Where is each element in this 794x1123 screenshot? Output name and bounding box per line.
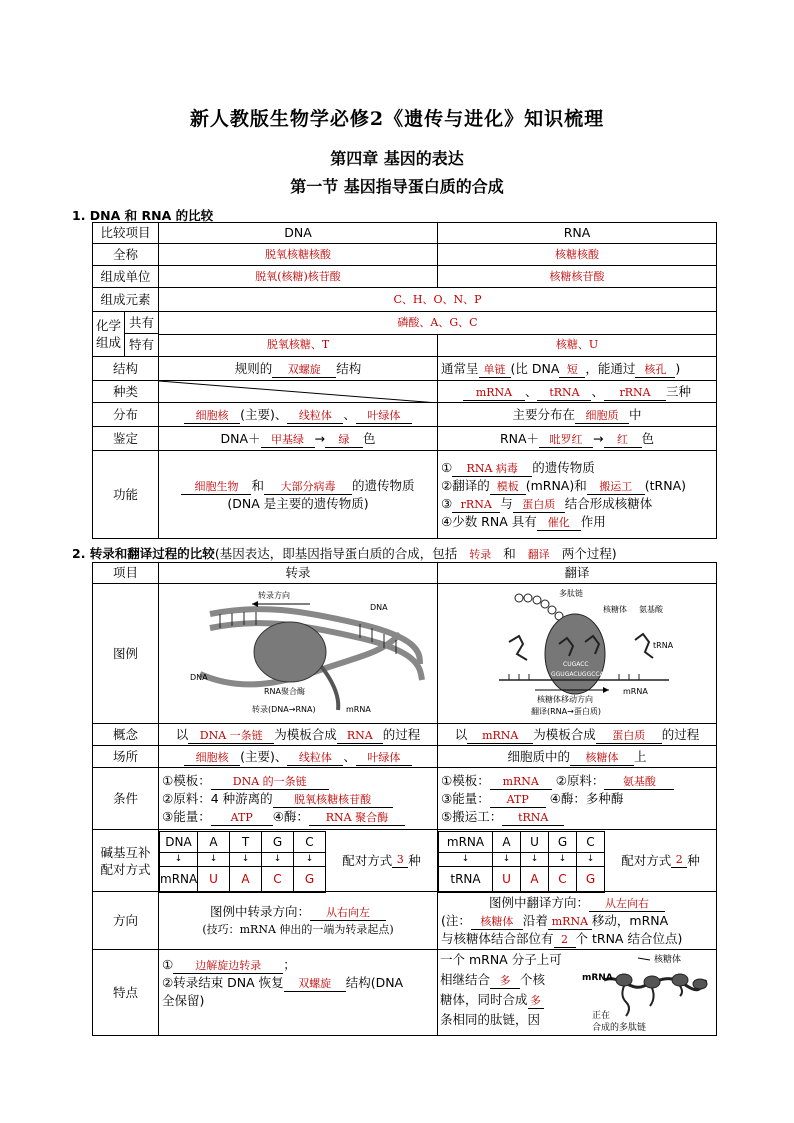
tl-pair-arrow-0: ↓ [439, 852, 493, 866]
common-components: 磷酸、A、G、C [159, 312, 717, 335]
dna-rna-comparison-table [92, 222, 717, 539]
section-title: 第一节 基因指导蛋白质的合成 [290, 177, 504, 196]
header-item: 比较项目 [93, 223, 159, 244]
codon-label: GGUGACUGGCCA [550, 671, 604, 678]
tl-pair-top-1: A [493, 831, 521, 852]
rna-distribution: 主要分布在 细胞质 中 [438, 403, 717, 427]
rna-unit: 核糖核苷酸 [438, 266, 717, 288]
anticodon-label: CUGACC [562, 661, 589, 668]
translation-concept: 以 mRNA 为模板合成 蛋白质 的过程 [438, 724, 717, 746]
dna-structure: 规则的 双螺旋 结构 [159, 357, 438, 381]
translation-pairing [438, 830, 717, 892]
row-label-identification: 鉴定 [93, 427, 159, 451]
transcription-pairing-count: 配对方式 3 种 [342, 852, 421, 868]
header-transcription: 转录 [159, 563, 438, 584]
row-label-types: 种类 [93, 381, 159, 403]
rna-polymerase-label: RNA聚合酶 [263, 687, 305, 696]
common-label: 共有 [125, 312, 158, 334]
transcription-translation-table [92, 562, 717, 1036]
row-label-conditions: 条件 [93, 768, 159, 830]
row-label-site: 场所 [93, 746, 159, 768]
tr-pair-arrow-3: ↓ [262, 852, 294, 866]
dna-full-name: 脱氧核糖核酸 [159, 244, 438, 266]
rna-function: ① RNA 病毒 的遗传物质 ②翻译的 模板 (mRNA)和 搬运工 (tRNA) ③ rRNA 与 蛋白质 结合形成核糖体 ④少数 RNA 具有 催化 作用 [438, 451, 717, 539]
tl-pair-top-4: C [577, 831, 605, 852]
ribosome-move-label: 核糖体移动方向 [536, 695, 593, 704]
row-label-direction: 方向 [93, 892, 159, 950]
tl-pair-bottom-2: A [521, 866, 549, 892]
tr-pair-bottom-4: G [294, 866, 326, 892]
tl-pair-top-3: G [549, 831, 577, 852]
tr-pair-top-4: C [294, 831, 326, 852]
types-dna-empty-diagonal [159, 381, 438, 403]
header-translation: 翻译 [438, 563, 717, 584]
translation-conditions: ①模板： mRNA ②原料： 氨基酸 ③能量： ATP ④酶：多种酶 ⑤搬运工： tRNA [438, 768, 717, 830]
translation-pairing-grid [438, 831, 605, 893]
dna-function: 细胞生物 和 大部分病毒 的遗传物质 (DNA 是主要的遗传物质) [159, 451, 438, 539]
row-label-elements: 组成元素 [93, 288, 159, 312]
dna-structure-blank: 双螺旋 [272, 363, 336, 378]
polysome-figure [580, 950, 714, 1034]
dna-label-top: DNA [369, 603, 388, 612]
transcription-concept: 以 DNA 一条链 为模板合成 RNA 的过程 [159, 724, 438, 746]
tl-pair-arrow-3: ↓ [549, 852, 577, 866]
tr-pair-bottom-1: U [198, 866, 230, 892]
translation-site: 细胞质中的 核糖体 上 [438, 746, 717, 768]
unique-label: 特有 [128, 337, 154, 352]
rna-polymerase-shape [254, 622, 326, 682]
polysome-peptides [622, 986, 682, 1016]
header-dna: DNA [159, 223, 438, 244]
tr-pair-top-1: A [198, 831, 230, 852]
tr-pair-arrow-0: ↓ [160, 852, 198, 866]
part1-heading: 1. DNA 和 RNA 的比较 [72, 208, 214, 223]
tl-pair-arrow-4: ↓ [577, 852, 605, 866]
polysome-mrna-label: mRNA [582, 973, 613, 983]
tr-pair-bottom-2: A [230, 866, 262, 892]
polysome-ribosome-label: 核糖体 [654, 955, 682, 965]
transcription-pairing-grid [159, 831, 326, 893]
transcription-direction: 图例中转录方向： 从右向左 (技巧：mRNA 伸出的一端为转录起点) [159, 892, 438, 950]
composition-label: 化学组成 [93, 312, 125, 356]
tl-pair-bottom-4: G [577, 866, 605, 892]
document-title: 新人教版生物学必修2《遗传与进化》知识梳理 [189, 108, 605, 130]
row-label-concept: 概念 [93, 724, 159, 746]
chapter-title: 第四章 基因的表达 [330, 149, 464, 168]
tr-pair-top-3: G [262, 831, 294, 852]
tr-pair-arrow-2: ↓ [230, 852, 262, 866]
header-item2: 项目 [93, 563, 159, 584]
transcription-site: 细胞核 (主要)、 线粒体 、 叶绿体 [159, 746, 438, 768]
diagonal-line [159, 381, 438, 403]
translation-figure-cell [438, 584, 717, 724]
translation-direction: 图例中翻译方向： 从左向右 (注： 核糖体 沿着 mRNA 移动，mRNA 与核糖体结合部位有 2 个 tRNA 结合位点) [438, 892, 717, 950]
tl-pair-top-0: mRNA [439, 831, 493, 852]
row-label-structure: 结构 [93, 357, 159, 381]
tl-pair-top-2: U [521, 831, 549, 852]
transcription-direction-label: 转录方向 [257, 591, 290, 600]
trna-label: tRNA [652, 641, 673, 650]
row-label-unit: 组成单位 [93, 266, 159, 288]
row-label-distribution: 分布 [93, 403, 159, 427]
polypeptide-label: 多肽链 [558, 589, 583, 598]
row-label-composition [93, 312, 159, 357]
tr-pair-top-0: DNA [160, 831, 198, 852]
nascent-label-2: 合成的多肽链 [592, 1023, 647, 1033]
dna-identification: DNA＋ 甲基绿 → 绿 色 [159, 427, 438, 451]
tl-pair-bottom-0: tRNA [439, 866, 493, 892]
transcription-pairing [159, 830, 438, 892]
translation-caption: 翻译(RNA→蛋白质) [530, 707, 601, 716]
translation-mrna-label: mRNA [622, 687, 648, 696]
nascent-label-1: 正在 [592, 1011, 611, 1021]
header-rna: RNA [438, 223, 717, 244]
row-label-function: 功能 [93, 451, 159, 539]
elements-value: C、H、O、N、P [159, 288, 717, 312]
transcription-figure-cell [159, 584, 438, 724]
translation-pairing-count: 配对方式 2 种 [621, 852, 700, 868]
tr-pair-arrow-4: ↓ [294, 852, 326, 866]
tr-pair-bottom-3: C [262, 866, 294, 892]
tr-pair-arrow-1: ↓ [198, 852, 230, 866]
dna-unit: 脱氧(核糖)核苷酸 [159, 266, 438, 288]
rna-unique-components: 核糖、U [438, 334, 717, 357]
tl-pair-arrow-1: ↓ [493, 852, 521, 866]
transcription-figure [160, 584, 437, 718]
row-label-features: 特点 [93, 950, 159, 1036]
dna-unique-components: 脱氧核糖、T [159, 334, 438, 357]
tl-pair-bottom-3: C [549, 866, 577, 892]
transcription-conditions: ①模板： DNA 的一条链 ②原料：4 种游离的 脱氧核糖核苷酸 ③能量： ATP ④酶： RNA 聚合酶 [159, 768, 438, 830]
tr-pair-top-2: T [230, 831, 262, 852]
mrna-label: mRNA [345, 705, 371, 714]
part2-heading: 2. 转录和翻译过程的比较(基因表达，即基因指导蛋白质的合成，包括 转录 和 翻译 两个过程) [72, 546, 617, 561]
transcription-caption: 转录(DNA→RNA) [251, 705, 316, 714]
rna-structure: 通常呈 单链 (比 DNA 短 ，能通过 核孔 ) [438, 357, 717, 381]
rna-identification: RNA＋ 吡罗红 → 红 色 [438, 427, 717, 451]
ribosome-label: 核糖体 [602, 605, 627, 614]
tr-pair-bottom-0: mRNA [160, 866, 198, 892]
translation-figure [439, 584, 716, 718]
transcription-features: ① 边解旋边转录 ； ②转录结束 DNA 恢复 双螺旋 结构(DNA 全保留) [159, 950, 438, 1036]
dna-distribution: 细胞核 (主要)、 线粒体 、 叶绿体 [159, 403, 438, 427]
row-label-figure: 图例 [93, 584, 159, 724]
translation-features: 一个 mRNA 分子上可 相继结合 多 个核 糖体，同时合成 多 条相同的肽链，因 核糖体 mRNA 正在 合成的多肽链 [438, 950, 717, 1036]
row-label-full-name: 全称 [93, 244, 159, 266]
dna-label-left: DNA [189, 673, 208, 682]
rna-types: mRNA 、 tRNA 、 rRNA 三种 [438, 381, 717, 403]
amino-acid-label: 氨基酸 [638, 605, 663, 614]
rna-full-name: 核糖核酸 [438, 244, 717, 266]
tl-pair-arrow-2: ↓ [521, 852, 549, 866]
polypeptide-beads [515, 594, 563, 620]
row-label-pairing: 碱基互补配对方式 [93, 830, 159, 892]
tl-pair-bottom-1: U [493, 866, 521, 892]
